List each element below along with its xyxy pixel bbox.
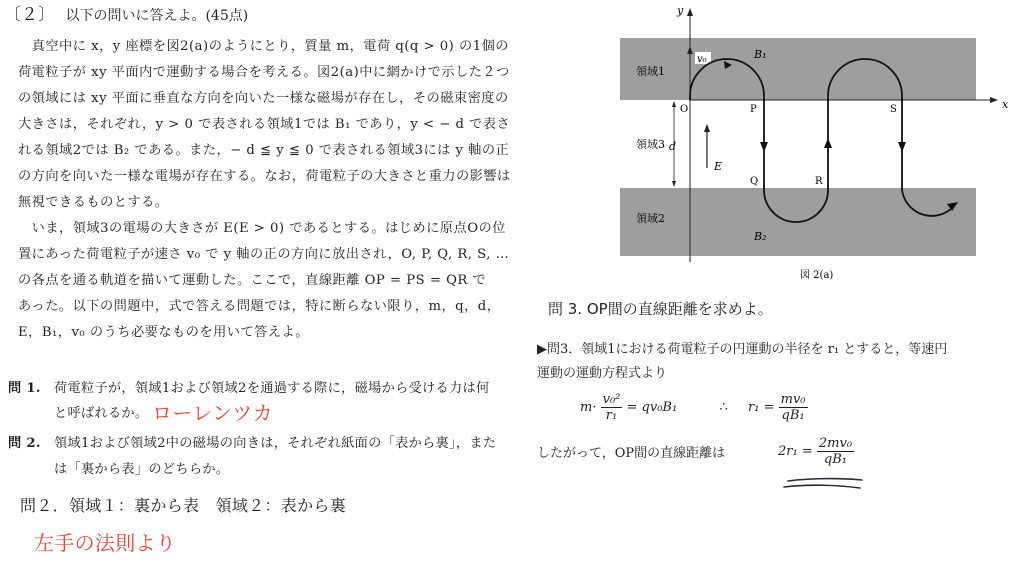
paragraph-line: 置にあった荷電粒子が速さ v₀ で y 軸の正の方向に放出され，O, P, Q, R, S, … — [18, 247, 510, 262]
y-axis-arrowhead — [687, 8, 693, 16]
point-q-label: Q — [750, 176, 759, 187]
paragraph-line: E，B₁，v₀ のうち必要なものを用いて答えよ。 — [18, 325, 309, 340]
e-field-arrowhead — [704, 124, 710, 132]
q3-question: 問 3. OP間の直線距離を求めよ。 — [548, 300, 773, 318]
q2-label: 問 2. — [8, 436, 41, 451]
e-field-label: E — [714, 160, 723, 173]
point-s-label: S — [890, 104, 897, 115]
eq-frac1-num: v₀² — [602, 392, 621, 407]
point-o-label: O — [680, 104, 689, 115]
q3-solution-line: 運動の運動方程式より — [537, 366, 668, 381]
q1-label: 問 1. — [8, 381, 41, 396]
y-axis-label: y — [677, 4, 684, 17]
paragraph-line: の方向を向いた一様な電場が存在する。なお，荷電粒子の大きさと重力の影響は — [18, 169, 511, 184]
d-arrow-bottom — [672, 181, 676, 187]
trajectory-arrow-down-1 — [760, 142, 768, 152]
eq-r1: r₁ = — [748, 400, 775, 415]
eq-left: m· — [580, 400, 597, 415]
region-3-label: 領域3 — [636, 138, 665, 151]
q1-text: 荷電粒子が，領域1および領域2を通過する際に，磁場から受ける力は何 — [54, 381, 490, 396]
trajectory-arrow-up — [824, 138, 832, 148]
q3-solution-line: ▶問3．領域1における荷電粒子の円運動の半径を r₁ とすると，等速円 — [537, 342, 948, 357]
paragraph-line: 荷電粒子が xy 平面内で運動する場合を考える。図2(a)中に網かけで示した２つ — [18, 65, 510, 80]
q3-solution-line: したがって，OP間の直線距離は — [537, 446, 726, 461]
q2-text-cont: は「裏から表」のどちらか。 — [54, 462, 230, 477]
x-axis-arrowhead — [990, 97, 998, 103]
eq-frac1-den: r₁ — [605, 408, 618, 423]
d-label: d — [669, 140, 677, 153]
b2-label: B₂ — [754, 230, 767, 243]
q1-handwritten-answer: ローレンツカ — [152, 401, 273, 425]
q2-text: 領域1および領域2中の磁場の向きは，それぞれ紙面の「表から裏」，また — [54, 436, 497, 451]
point-p-label: P — [750, 104, 757, 115]
ans-left: 2r₁ = — [778, 444, 813, 459]
v0-label: v₀ — [697, 54, 707, 65]
problem-instruction: 以下の問いに答えよ。(45点) — [65, 8, 249, 24]
b1-label: B₁ — [754, 48, 767, 61]
region-2-label: 領域2 — [636, 212, 665, 225]
q2-handwritten-note: 左手の法則より — [34, 531, 177, 555]
x-axis-label: x — [1002, 98, 1009, 111]
paragraph-line: 無視できるものとする。 — [18, 195, 169, 210]
q3-equation — [580, 392, 808, 423]
paragraph-line: いま，領域3の電場の大きさが E(E > 0) であるとする。はじめに原点Oの位 — [18, 221, 506, 236]
eq-frac2-num: mv₀ — [780, 392, 806, 407]
d-arrow-top — [672, 101, 676, 107]
ans-den: qB₁ — [823, 452, 847, 467]
paragraph-line: あった。以下の問題中，式で答える問題では，特に断らない限り，m，q，d， — [18, 299, 501, 314]
paragraph-line: の領域には xy 平面に垂直な方向を向いた一様な磁場が存在し，その磁束密度の — [18, 91, 509, 106]
q2-answer: 問２．領域１：裏から表 領域２：表から裏 — [20, 496, 347, 515]
eq-frac2-den: qB₁ — [781, 408, 805, 423]
eq-therefore: ∴ — [719, 400, 728, 415]
ans-fraction — [817, 436, 854, 467]
point-r-label: R — [815, 176, 823, 187]
paragraph-line: 真空中に x，y 座標を図2(a)のようにとり，質量 m，電荷 q(q > 0) の1個の — [18, 39, 509, 54]
eq-mid: = qv₀B₁ — [626, 400, 678, 415]
paragraph-line: れる領域2では B₂ である。また，− d ≦ y ≦ 0 で表される領域3には y 軸の正 — [18, 143, 510, 158]
eq-fraction-2 — [779, 392, 808, 423]
figure-caption: 図 2(a) — [800, 270, 834, 281]
figure-2a — [604, 0, 1024, 290]
problem-header — [4, 4, 248, 27]
eq-fraction-1 — [601, 392, 623, 423]
problem-number: 〔２〕 — [4, 5, 55, 25]
trajectory-arrow-down-2 — [898, 142, 906, 152]
paragraph-line: 大きさは，それぞれ，y > 0 で表される領域1では B₁ であり，y < − d で表さ — [18, 117, 511, 132]
q3-answer — [778, 436, 854, 467]
answer-handwritten-underline — [780, 476, 870, 494]
q1-text-cont: と呼ばれるか。 — [54, 406, 149, 421]
region-1-label: 領域1 — [636, 65, 665, 78]
ans-num: 2mv₀ — [818, 436, 853, 451]
paragraph-line: の各点を通る軌道を描いて運動した。ここで，直線距離 OP = PS = QR で — [18, 273, 487, 288]
region-1-shade — [620, 38, 976, 100]
